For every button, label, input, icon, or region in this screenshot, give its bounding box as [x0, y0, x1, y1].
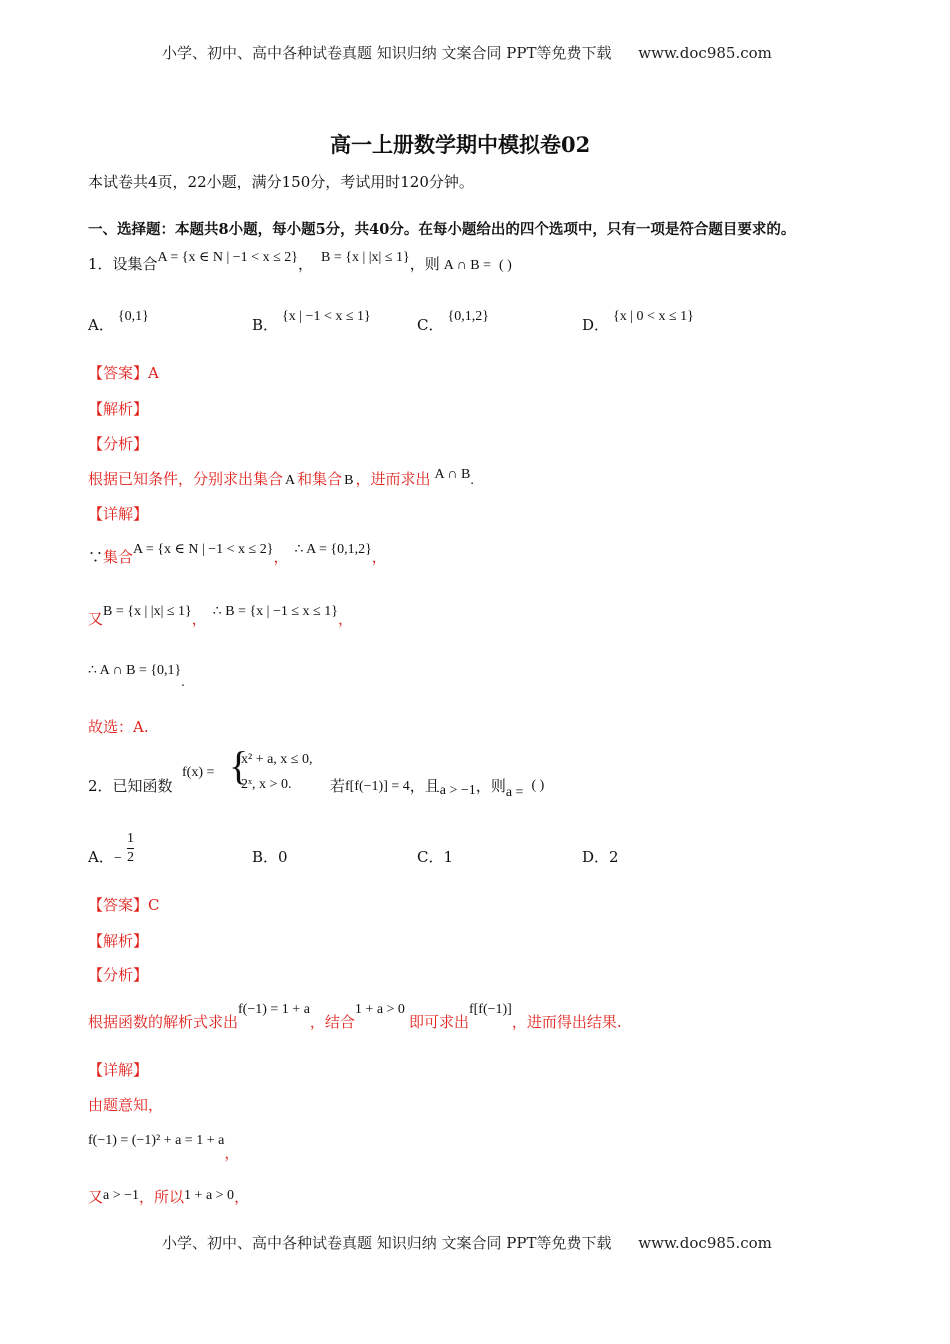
- q1-detail-line2: [88, 604, 353, 629]
- detail-text: ，所以: [139, 1188, 185, 1206]
- q2-case2: 2ˣ, x > 0.: [241, 777, 292, 792]
- analysis-text: 和集合: [297, 470, 343, 488]
- analysis-math: A: [285, 473, 296, 488]
- analysis-math: f[f(−1)]: [468, 1002, 512, 1017]
- q2-prefix: 2．已知函数: [88, 777, 173, 795]
- exam-intro: 本试卷共4页，22小题，满分150分，考试用时120分钟。: [88, 173, 474, 191]
- analysis-text: 即可求出: [408, 1013, 469, 1031]
- q2-function-lhs: f(x) =: [182, 765, 215, 780]
- because-symbol: ∵: [88, 548, 104, 566]
- page-title: 高一上册数学期中模拟卷02: [330, 132, 591, 157]
- q1-prefix: 1．设集合: [88, 255, 158, 273]
- detail-math: ∴ A = {0,1,2}: [294, 542, 372, 557]
- detail-math: B = {x | |x| ≤ 1}: [103, 604, 192, 619]
- q2-fenxi-label: 【分析】: [88, 966, 149, 984]
- detail-math: a > −1: [103, 1188, 140, 1203]
- q1-then: ，则: [409, 255, 440, 273]
- q2-stem: [88, 775, 173, 796]
- option-label: B．: [252, 316, 279, 334]
- detail-math: 1 + a > 0: [184, 1188, 235, 1203]
- q1-detail-line1: [88, 542, 387, 567]
- brace-icon: {: [229, 743, 249, 788]
- detail-text: ，: [224, 1144, 240, 1162]
- q2-cond2: a > −1: [439, 783, 476, 798]
- analysis-text: ，结合: [309, 1013, 355, 1031]
- q2-if: 若: [330, 777, 346, 795]
- q2-condition: [330, 775, 545, 800]
- analysis-text: .: [470, 473, 474, 488]
- q2-analysis: [88, 1002, 622, 1032]
- q1-option-a[interactable]: [88, 309, 149, 335]
- analysis-text: 根据已知条件，分别求出集合: [88, 470, 284, 488]
- q2-option-c[interactable]: C．1: [417, 848, 454, 866]
- option-label: C．: [417, 316, 444, 334]
- footer-text: 小学、初中、高中各种试卷真题 知识归纳 文案合同 PPT等免费下载: [162, 1234, 612, 1252]
- detail-text: ，: [234, 1188, 250, 1206]
- q2-option-b[interactable]: B．0: [252, 848, 288, 866]
- section-heading: 一、选择题：本题共8小题，每小题5分，共40分。在每小题给出的四个选项中，只有一项是符合题目要求的。: [88, 221, 796, 238]
- q2-option-d[interactable]: D．2: [582, 848, 619, 866]
- q1-set-a: A = {x ∈ N | −1 < x ≤ 2}: [157, 250, 298, 265]
- header: [162, 42, 772, 63]
- option-neg: −: [113, 851, 122, 866]
- detail-text: 又: [88, 1188, 104, 1206]
- detail-text: ，: [371, 548, 387, 566]
- q2-jiexi-label: 【解析】: [88, 932, 149, 950]
- q2-option-a-fraction: [127, 830, 134, 867]
- option-value: {x | 0 < x ≤ 1}: [613, 309, 694, 324]
- fraction-denominator: 2: [127, 850, 134, 865]
- analysis-text: 根据函数的解析式求出: [88, 1013, 239, 1031]
- footer-url[interactable]: www.doc985.com: [638, 1234, 772, 1252]
- q2-detail-line1: 由题意知，: [88, 1096, 164, 1114]
- detail-text: ，: [337, 610, 353, 628]
- analysis-text: ，进而求出: [355, 470, 431, 488]
- detail-math: A = {x ∈ N | −1 < x ≤ 2}: [133, 542, 274, 557]
- q2-detail-line3: [88, 1186, 249, 1207]
- analysis-math: B: [344, 473, 354, 488]
- q1-answer: 【答案】A: [88, 364, 159, 382]
- q2-option-a[interactable]: [88, 846, 122, 867]
- detail-text: ，: [273, 548, 289, 566]
- option-label: A．: [88, 316, 114, 334]
- header-url[interactable]: www.doc985.com: [638, 44, 772, 62]
- q2-ask: a =: [505, 785, 524, 800]
- fraction-numerator: 1: [127, 830, 134, 849]
- q2-answer: 【答案】C: [88, 896, 160, 914]
- q2-then: ，则: [475, 777, 506, 795]
- option-value: {0,1}: [117, 309, 149, 324]
- q1-jiexi-label: 【解析】: [88, 400, 149, 418]
- q1-option-b[interactable]: [252, 309, 371, 335]
- analysis-math: f(−1) = 1 + a: [238, 1002, 310, 1017]
- q1-set-b: B = {x | |x| ≤ 1}: [321, 250, 410, 265]
- q2-and: ，且: [409, 777, 440, 795]
- detail-math: f(−1) = (−1)² + a = 1 + a: [88, 1133, 225, 1148]
- q1-sep: ，: [297, 255, 313, 273]
- q2-case1: x² + a, x ≤ 0,: [241, 752, 313, 767]
- q2-xiangjie-label: 【详解】: [88, 1061, 149, 1079]
- detail-text: .: [181, 675, 185, 690]
- detail-math: ∴ B = {x | −1 ≤ x ≤ 1}: [212, 604, 338, 619]
- q1-analysis: [88, 468, 474, 489]
- analysis-text: ，进而得出结果.: [511, 1013, 622, 1031]
- detail-text: ，: [191, 610, 207, 628]
- q1-option-d[interactable]: [582, 309, 694, 335]
- header-text: 小学、初中、高中各种试卷真题 知识归纳 文案合同 PPT等免费下载: [162, 44, 612, 62]
- q1-fenxi-label: 【分析】: [88, 435, 149, 453]
- q1-stem: [88, 250, 512, 274]
- option-value: {0,1,2}: [447, 309, 489, 324]
- q1-choice: 故选：A.: [88, 718, 149, 736]
- option-label: D．: [582, 316, 610, 334]
- analysis-math: 1 + a > 0: [354, 1002, 405, 1017]
- option-label: A．: [88, 848, 114, 866]
- option-value: {x | −1 < x ≤ 1}: [282, 309, 371, 324]
- analysis-math: A ∩ B: [434, 467, 471, 482]
- q1-detail-line3: [88, 660, 185, 690]
- detail-text: 又: [88, 610, 104, 628]
- detail-text: 集合: [103, 548, 134, 566]
- q2-cond: f[f(−1)] = 4: [345, 779, 410, 794]
- q2-paren: ( ): [531, 778, 545, 793]
- detail-math: ∴ A ∩ B = {0,1}: [88, 663, 182, 678]
- q1-paren: ( ): [498, 258, 512, 273]
- q1-expr: A ∩ B =: [443, 258, 491, 273]
- q1-option-c[interactable]: [417, 309, 489, 335]
- footer: [162, 1232, 772, 1253]
- q1-xiangjie-label: 【详解】: [88, 505, 149, 523]
- q2-detail-line2: [88, 1128, 240, 1162]
